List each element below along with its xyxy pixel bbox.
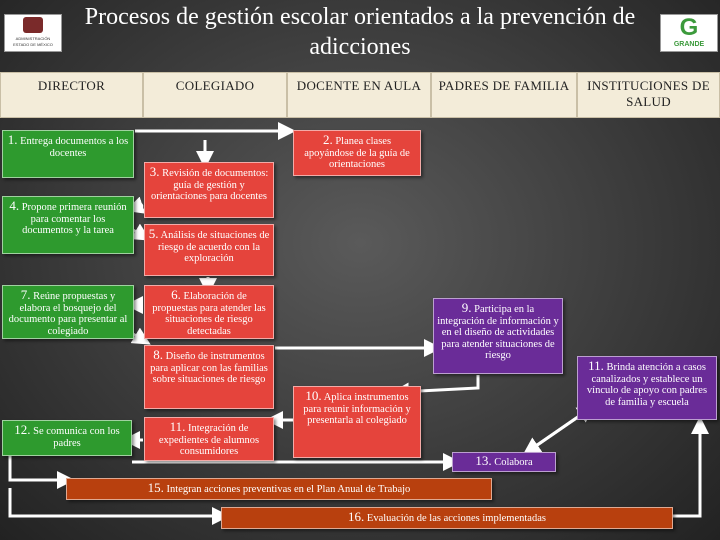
step-10-text: Aplica instrumentos para reunir información y presentarla al colegiado [303, 392, 411, 426]
grande-logo-mark: G [679, 14, 699, 41]
step-10-box [293, 386, 421, 458]
step-5-number: 5. [148, 226, 159, 241]
column-header-instituciones: INSTITUCIONES DE SALUD [577, 72, 720, 118]
step-6-text: Elaboración de propuestas para atender las situaciones de riesgo detectadas [152, 291, 266, 337]
step-15-text: Integran acciones preventivas en el Plan Anual de Trabajo [166, 484, 411, 495]
step-2-box [293, 130, 421, 176]
arrow-12-to-15 [10, 455, 66, 480]
step-16-bar [221, 507, 673, 529]
step-11-salud-text: Brinda atención a casos canalizados y establece un vínculo de apoyo con padres de familia y escuela [586, 362, 708, 408]
step-8-box [144, 345, 274, 409]
column-header-padres: PADRES DE FAMILIA [431, 72, 577, 118]
step-1-box [2, 130, 134, 178]
logo-caption-1: ADMINISTRACIÓN [15, 36, 51, 41]
step-8-text: Diseño de instrumentos para aplicar con las familias sobre situaciones de riesgo [150, 351, 268, 385]
arrow-7-to-8 [133, 334, 143, 340]
column-header-colegiado: COLEGIADO [143, 72, 287, 118]
step-4-text: Propone primera reunión para comentar los documentos y la tarea [21, 202, 127, 236]
step-6-box [144, 285, 274, 339]
step-6-number: 6. [171, 287, 181, 302]
step-10-number: 10. [305, 388, 322, 403]
step-9-number: 9. [461, 300, 472, 315]
step-7-number: 7. [20, 287, 31, 302]
step-9-text: Participa en la integración de información y en el diseño de actividades para atender situaciones de riesgo [437, 304, 559, 361]
column-header-director: DIRECTOR [0, 72, 143, 118]
step-11-colegiado-number: 11. [169, 419, 186, 434]
arrow-16-to-11 [673, 425, 700, 516]
step-11-colegiado-text: Integración de expedientes de alumnos consumidores [158, 423, 260, 457]
step-1-text: Entrega documentos a los docentes [20, 136, 129, 159]
step-16-number: 16. [348, 509, 365, 524]
grande-logo-caption: GRANDE [673, 41, 705, 48]
step-13-box [452, 452, 556, 472]
step-11-salud-number: 11. [588, 358, 604, 373]
step-15-bar [66, 478, 492, 500]
step-12-text: Se comunica con los padres [33, 426, 120, 449]
arrow-4-to-5 [133, 230, 143, 236]
step-16-text: Evaluación de las acciones implementadas [366, 513, 546, 524]
step-3-number: 3. [149, 164, 160, 179]
step-7-box [2, 285, 134, 339]
step-13-text: Colabora [494, 457, 533, 468]
step-12-number: 12. [14, 422, 31, 437]
step-3-box [144, 162, 274, 218]
column-header-docente: DOCENTE EN AULA [287, 72, 431, 118]
step-2-number: 2. [322, 132, 333, 147]
step-4-number: 4. [9, 198, 20, 213]
logo-caption-2: ESTADO DE MÉXICO [13, 42, 53, 47]
step-4-box [2, 196, 134, 254]
step-3-text: Revisión de documentos: guía de gestión y orientaciones para docentes [150, 168, 269, 202]
step-5-text: Análisis de situaciones de riesgo de acuerdo con la exploración [157, 230, 270, 264]
step-15-number: 15. [147, 480, 164, 495]
step-11-salud-box [577, 356, 717, 420]
step-13-number: 13. [475, 453, 492, 468]
step-2-text: Planea clases apoyándose de la guía de orientaciones [304, 136, 410, 170]
step-12-box [2, 420, 132, 456]
step-11-colegiado-box [144, 417, 274, 461]
step-8-number: 8. [153, 347, 163, 362]
step-9-box [433, 298, 563, 374]
arrow-3-to-4 [134, 205, 143, 208]
step-7-text: Reúne propuestas y elabora el bosquejo del documento para presentar al colegiado [8, 291, 128, 337]
step-5-box [144, 224, 274, 276]
step-1-number: 1. [7, 132, 18, 147]
page-title: Procesos de gestión escolar orientados a la prevención de adicciones [84, 4, 636, 60]
